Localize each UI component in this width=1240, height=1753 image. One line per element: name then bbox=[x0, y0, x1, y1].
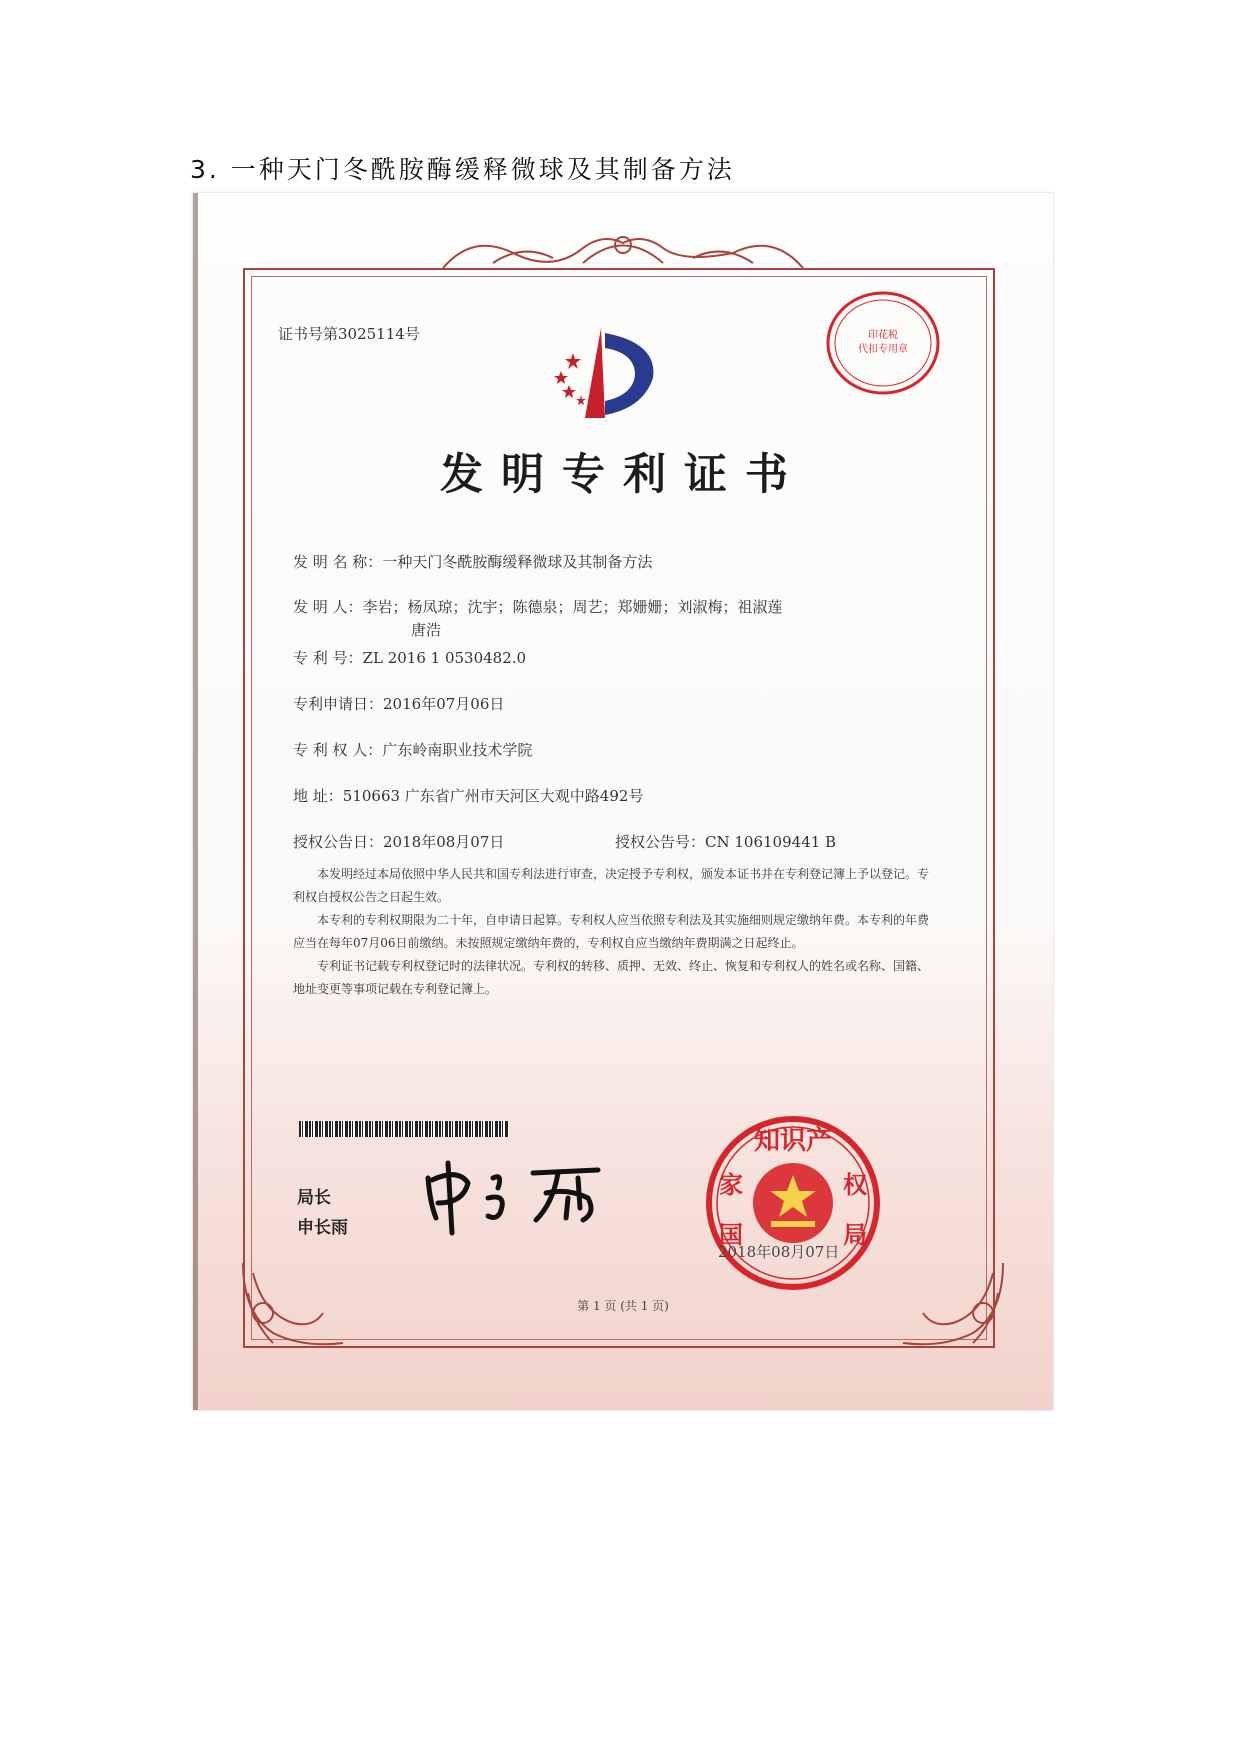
patentee-value: 广东岭南职业技术学院 bbox=[382, 741, 533, 759]
filing-date-value: 2016年07月06日 bbox=[383, 695, 505, 713]
filing-date-row bbox=[293, 693, 504, 714]
patent-number-row bbox=[293, 647, 526, 668]
tax-seal-icon bbox=[823, 288, 943, 398]
patent-number-value: ZL 2016 1 0530482.0 bbox=[362, 649, 527, 667]
top-ornament-icon bbox=[433, 223, 813, 273]
inventors-value-line2: 唐浩 bbox=[411, 621, 442, 639]
announce-date-row bbox=[293, 831, 504, 852]
svg-text:家: 家 bbox=[719, 1170, 743, 1199]
patentee-row bbox=[293, 739, 532, 760]
filing-date-label: 专利申请日： bbox=[293, 695, 384, 713]
section-heading: 3. 一种天门冬酰胺酶缓释微球及其制备方法 bbox=[190, 155, 735, 184]
barcode bbox=[299, 1121, 509, 1137]
body-paragraph: 专利证书记载专利权登记时的法律状况。专利权的转移、质押、无效、终止、恢复和专利权人的姓名或名称、国籍、地址变更等事项记载在专利登记簿上。 bbox=[293, 959, 930, 996]
invention-name-value: 一种天门冬酰胺酶缓释微球及其制备方法 bbox=[382, 553, 653, 571]
address-value: 510663 广东省广州市天河区大观中路492号 bbox=[342, 787, 644, 805]
certificate-body bbox=[293, 863, 933, 1001]
invention-name-row bbox=[293, 551, 652, 572]
official-seal-icon bbox=[693, 1113, 893, 1293]
body-paragraph: 本专利的专利权期限为二十年，自申请日起算。专利权人应当依照专利法及其实施细则规定缴纳年费。本专利的年费应当在每年07月06日前缴纳。未按照规定缴纳年费的，专利权自应当缴纳年费期满之日起终止。 bbox=[293, 913, 930, 950]
announce-number-value: CN 106109441 B bbox=[705, 833, 837, 851]
svg-text:局: 局 bbox=[843, 1220, 867, 1249]
seal-date: 2018年08月07日 bbox=[718, 1243, 840, 1261]
patent-office-logo-icon bbox=[543, 323, 663, 423]
director-name: 申长雨 bbox=[297, 1218, 348, 1238]
announce-number-row bbox=[615, 831, 836, 852]
director-title: 局长 bbox=[297, 1188, 331, 1208]
page-number: 第 1 页 (共 1 页) bbox=[577, 1299, 669, 1313]
invention-name-label: 发 明 名 称： bbox=[293, 553, 383, 571]
inventors-value: 李岩；杨凤琼；沈宇；陈德泉；周艺；郑姗姗；刘淑梅；祖淑莲 bbox=[362, 598, 783, 616]
signature-icon bbox=[418, 1158, 618, 1238]
body-paragraph: 本发明经过本局依照中华人民共和国专利法进行审查，决定授予专利权，颁发本证书并在专利登记簿上予以登记。专利权自授权公告之日起生效。 bbox=[293, 867, 930, 904]
certificate-number: 证书号第3025114号 bbox=[278, 325, 420, 343]
inventors-label: 发 明 人： bbox=[293, 598, 363, 616]
address-label: 地 址： bbox=[293, 787, 343, 805]
svg-text:代扣专用章: 代扣专用章 bbox=[858, 344, 908, 355]
svg-text:知识产: 知识产 bbox=[753, 1126, 833, 1156]
address-row bbox=[293, 785, 643, 806]
inventors-row bbox=[293, 596, 783, 617]
patentee-label: 专 利 权 人： bbox=[293, 741, 383, 759]
announce-date-label: 授权公告日： bbox=[293, 833, 384, 851]
svg-text:国: 国 bbox=[719, 1220, 743, 1249]
certificate-scan bbox=[193, 193, 1053, 1410]
patent-number-label: 专 利 号： bbox=[293, 649, 363, 667]
svg-text:印花税: 印花税 bbox=[868, 330, 898, 341]
certificate-title: 发明专利证书 bbox=[440, 450, 806, 500]
announce-date-value: 2018年08月07日 bbox=[383, 833, 505, 851]
announce-number-label: 授权公告号： bbox=[615, 833, 706, 851]
svg-text:权: 权 bbox=[843, 1170, 867, 1199]
scan-edge bbox=[193, 193, 198, 1410]
